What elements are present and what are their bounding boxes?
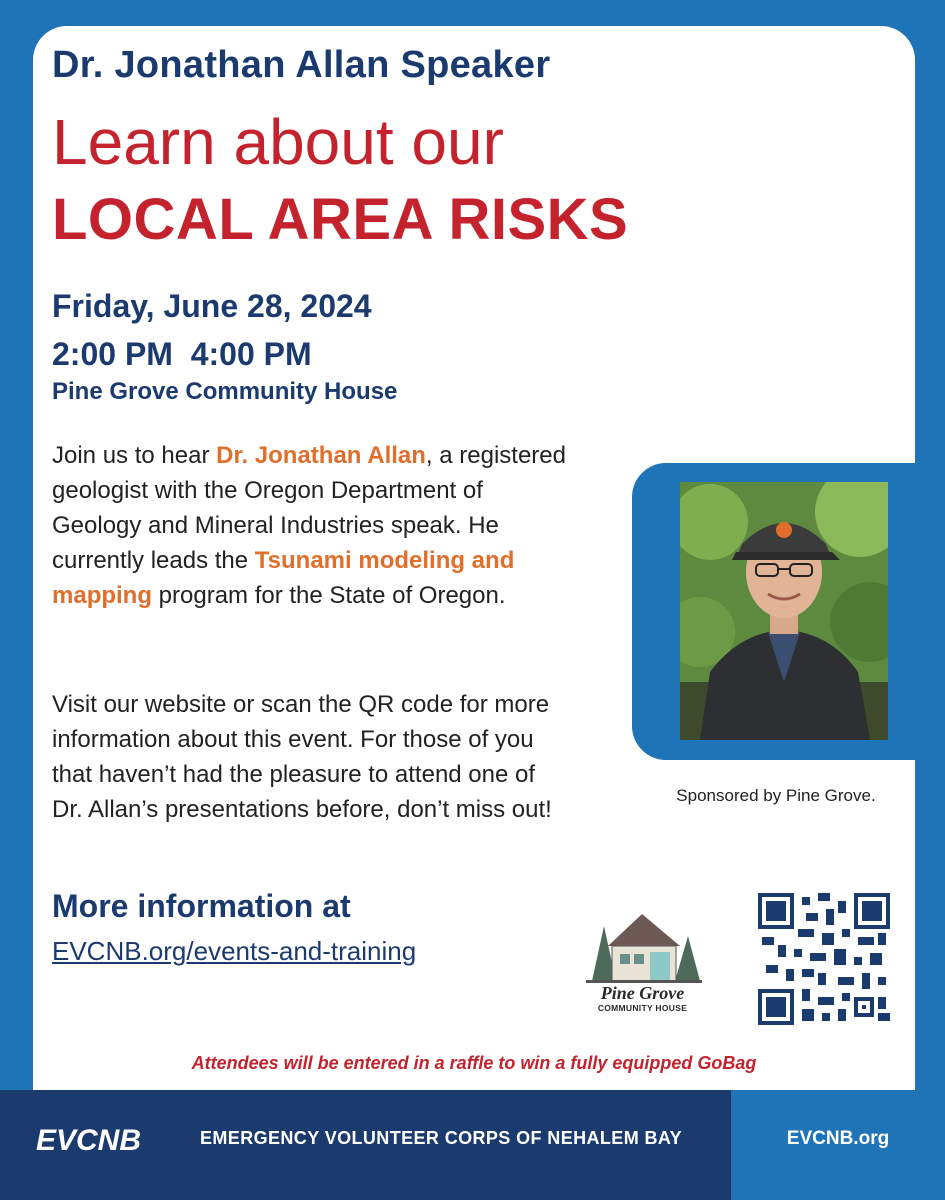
event-date: Friday, June 28, 2024 (52, 288, 372, 324)
svg-text:EVCNB: EVCNB (36, 1124, 142, 1154)
organization-name: EMERGENCY VOLUNTEER CORPS OF NEHALEM BAY (200, 1128, 683, 1148)
speaker-photo (680, 482, 888, 740)
footer-website-link[interactable]: EVCNB.org (786, 1128, 890, 1149)
title-line-1: Learn about our (52, 106, 504, 178)
events-link[interactable]: EVCNB.org/events-and-training (52, 936, 417, 966)
title-line-2: LOCAL AREA RISKS (52, 187, 629, 252)
qr-code-icon[interactable] (758, 893, 890, 1025)
program-highlight: Tsunami modeling and mapping (52, 547, 515, 609)
event-time: 2:00 PM 4:00 PM (52, 336, 312, 372)
description-paragraph (52, 438, 572, 613)
speaker-portrait-icon (680, 482, 888, 740)
raffle-notice: Attendees will be entered in a raffle to win a fully equipped GoBag (191, 1053, 757, 1073)
description-text-1: Join us to hear (52, 442, 217, 469)
description-text-2: , a registered geologist with the Oregon Department of Geology and Mineral Industries speak. He currently leads the (52, 442, 566, 574)
description-text-3: program for the State of Oregon. (152, 582, 506, 609)
speaker-line: Dr. Jonathan Allan Speaker (52, 44, 551, 86)
evcnb-logo-icon (36, 1124, 186, 1154)
sponsor-text: Sponsored by Pine Grove. (676, 786, 876, 805)
speaker-name-highlight: Dr. Jonathan Allan (216, 442, 426, 469)
more-info-heading: More information at (52, 888, 351, 924)
visit-paragraph: Visit our website or scan the QR code for more information about this event. For those of you that haven’t had the pleasure to attend one of Dr. Allan’s presentations before, don’t miss out! (52, 691, 552, 823)
event-venue: Pine Grove Community House (52, 378, 398, 405)
pine-grove-logo-name: Pine Grove (600, 983, 685, 1003)
pine-grove-logo-subtitle: COMMUNITY HOUSE (597, 1003, 688, 1013)
